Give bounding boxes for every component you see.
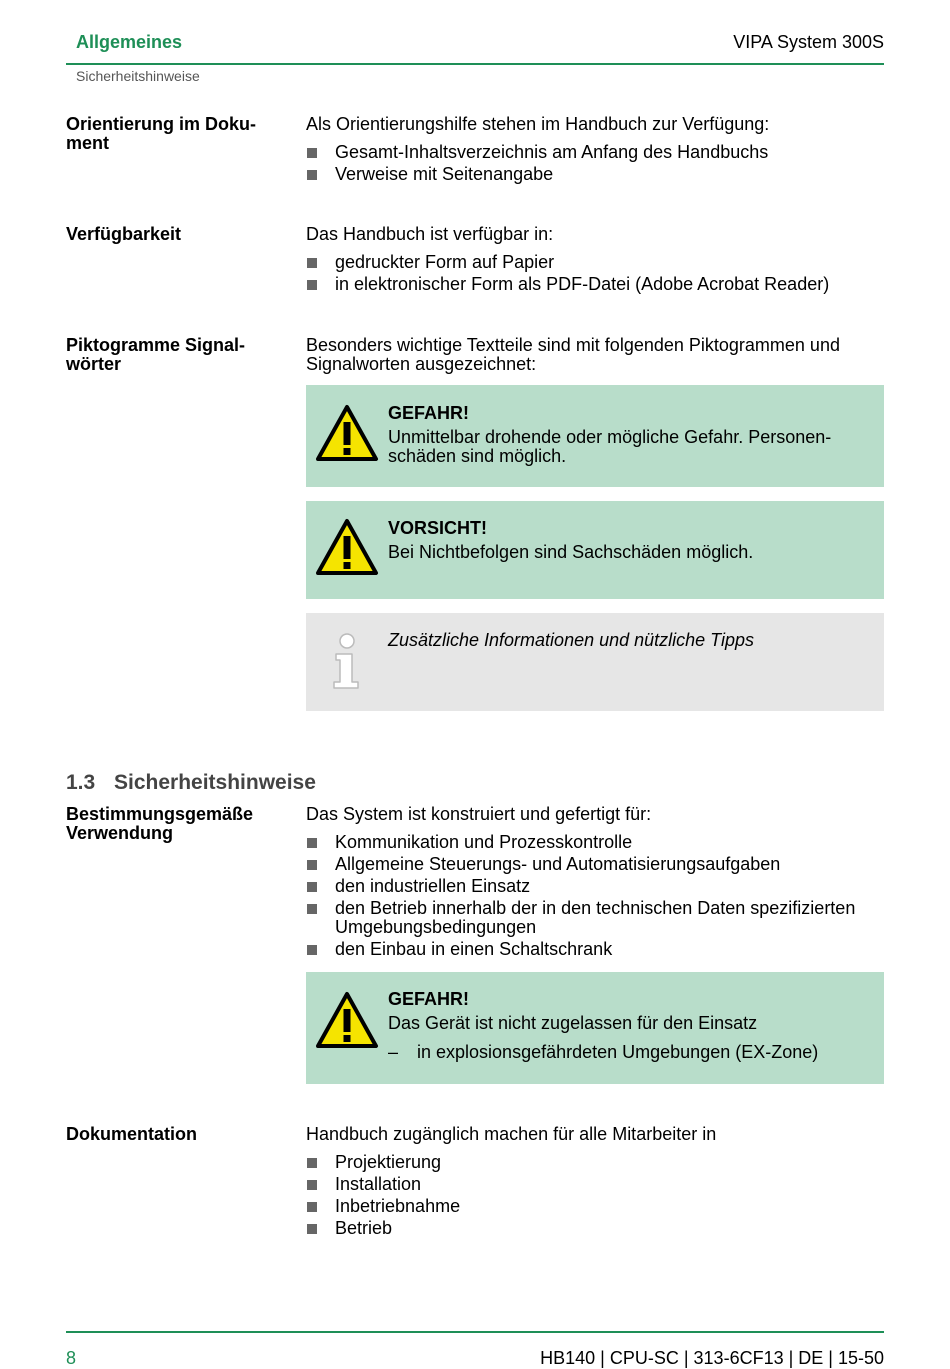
- notice-body: Das Gerät ist nicht zugelassen für den Einsatz – in explosionsgefährdeten Umgebungen (EX-Zone): [388, 1014, 860, 1062]
- warning-triangle-icon: [315, 991, 379, 1049]
- bullet-list: [306, 253, 884, 294]
- section-bestimmung: [66, 805, 884, 1090]
- bullet-square-icon: [307, 1202, 317, 1212]
- warning-triangle-icon: [315, 518, 379, 576]
- list-item: Gesamt-Inhaltsverzeichnis am Anfang des Handbuchs: [306, 143, 884, 162]
- warning-triangle-icon: [315, 404, 379, 462]
- document-reference: HB140 | CPU-SC | 313-6CF13 | DE | 15-50: [540, 1348, 884, 1368]
- page-number: 8: [66, 1348, 77, 1368]
- info-icon: [330, 632, 362, 690]
- section-label: Bestimmungsgemäße Verwendung: [66, 804, 254, 843]
- section-label: Dokumentation: [66, 1124, 198, 1144]
- section-verfuegbarkeit: [66, 225, 884, 305]
- bullet-square-icon: [307, 280, 317, 290]
- notice-title: GEFAHR!: [388, 989, 469, 1009]
- notice-title: VORSICHT!: [388, 518, 487, 538]
- header-product-name: VIPA System 300S: [733, 32, 884, 52]
- list-item: den Einbau in einen Schaltschrank: [306, 940, 884, 959]
- dash-marker: –: [388, 1042, 399, 1062]
- section-dokumentation: [66, 1125, 884, 1250]
- section-number: 1.3: [66, 771, 96, 794]
- bullet-square-icon: [307, 1224, 317, 1234]
- intro-text: Als Orientierungshilfe stehen im Handbuch zur Verfügung:: [306, 114, 770, 134]
- list-item: Projektierung: [306, 1153, 884, 1172]
- section-heading: [66, 771, 316, 795]
- caution-notice: [306, 501, 884, 599]
- list-item: Allgemeine Steuerungs- und Automatisierungsaufgaben: [306, 855, 884, 874]
- bullet-list: [306, 833, 884, 959]
- bullet-square-icon: [307, 945, 317, 955]
- section-label: Verfügbarkeit: [66, 224, 182, 244]
- bullet-list: [306, 143, 884, 184]
- notice-text: Zusätzliche Informationen und nützliche Tipps: [388, 630, 755, 650]
- notice-text: [388, 990, 860, 1062]
- intro-text: Besonders wichtige Textteile sind mit folgenden Piktogrammen und Signalworten ausgezeichnet:: [306, 335, 840, 374]
- bullet-square-icon: [307, 904, 317, 914]
- section-label: Piktogramme Signal- wörter: [66, 335, 246, 374]
- section-piktogramme: [66, 336, 884, 716]
- section-content: [306, 115, 884, 187]
- notice-body: Bei Nichtbefolgen sind Sachschäden möglich.: [388, 542, 754, 562]
- list-item: gedruckter Form auf Papier: [306, 253, 884, 272]
- notice-text: [388, 519, 860, 562]
- list-item: Installation: [306, 1175, 884, 1194]
- section-title: Sicherheitshinweise: [114, 771, 316, 794]
- list-item: den Betrieb innerhalb der in den technischen Daten spezifizierten Umgebungsbedingungen: [306, 899, 884, 937]
- header-subsection: Sicherheitshinweise: [76, 68, 200, 84]
- list-item: Betrieb: [306, 1219, 884, 1238]
- bullet-square-icon: [307, 860, 317, 870]
- bullet-list: [306, 1153, 884, 1238]
- notice-title: GEFAHR!: [388, 403, 469, 423]
- intro-text: Das System ist konstruiert und gefertigt für:: [306, 804, 652, 824]
- footer-divider: [66, 1331, 884, 1333]
- info-notice: [306, 613, 884, 711]
- section-label: Orientierung im Doku- ment: [66, 114, 257, 153]
- bullet-square-icon: [307, 882, 317, 892]
- list-item: in elektronischer Form als PDF-Datei (Adobe Acrobat Reader): [306, 275, 884, 294]
- dash-list-item: – in explosionsgefährdeten Umgebungen (EX-Zone): [388, 1042, 819, 1062]
- section-orientierung: [66, 115, 884, 195]
- header-section-title: Allgemeines: [76, 32, 183, 52]
- notice-text: [388, 404, 860, 466]
- bullet-square-icon: [307, 838, 317, 848]
- bullet-square-icon: [307, 258, 317, 268]
- section-content: [306, 225, 884, 297]
- section-content: [306, 336, 884, 374]
- list-item: den industriellen Einsatz: [306, 877, 884, 896]
- bullet-square-icon: [307, 148, 317, 158]
- bullet-square-icon: [307, 1158, 317, 1168]
- notice-body: Unmittelbar drohende oder mögliche Gefahr. Personen- schäden sind möglich.: [388, 427, 832, 466]
- danger-notice: [306, 385, 884, 487]
- list-item: Inbetriebnahme: [306, 1197, 884, 1216]
- intro-text: Das Handbuch ist verfügbar in:: [306, 224, 554, 244]
- bullet-square-icon: [307, 170, 317, 180]
- header-divider: [66, 63, 884, 65]
- danger-notice: [306, 972, 884, 1084]
- list-item: Kommunikation und Prozesskontrolle: [306, 833, 884, 852]
- section-content: [306, 1125, 884, 1241]
- section-content: [306, 805, 884, 962]
- intro-text: Handbuch zugänglich machen für alle Mitarbeiter in: [306, 1124, 717, 1144]
- bullet-square-icon: [307, 1180, 317, 1190]
- list-item: Verweise mit Seitenangabe: [306, 165, 884, 184]
